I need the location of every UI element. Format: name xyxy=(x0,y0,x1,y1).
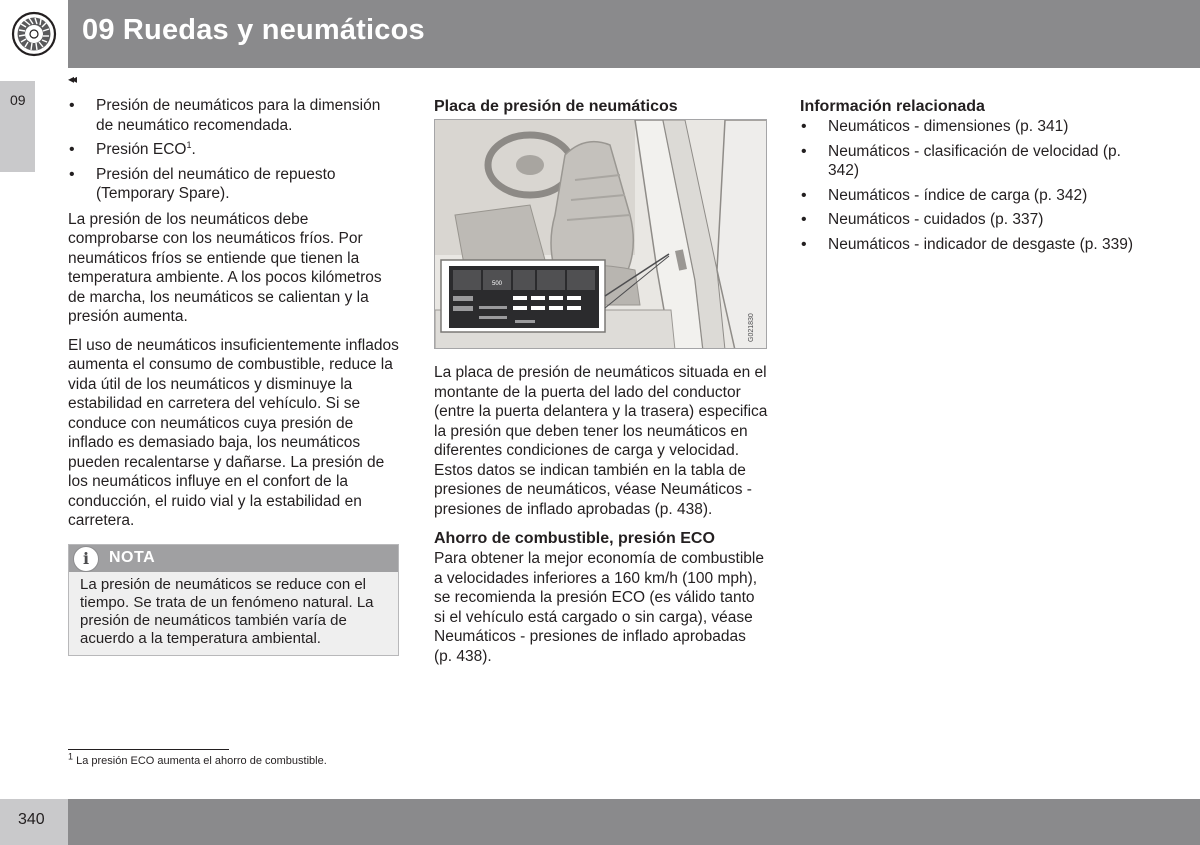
car-door-pillar-drawing xyxy=(435,120,767,349)
list-item-text: Presión ECO xyxy=(96,141,187,158)
page-number: 340 xyxy=(18,811,45,828)
related-link[interactable]: • Neumáticos - cuidados (p. 337) xyxy=(800,210,1135,230)
note-title: NOTA xyxy=(109,549,156,566)
continued-from-previous-page-icon: ◂◂ xyxy=(68,72,75,86)
pressure-types-list xyxy=(68,96,400,204)
chapter-title: 09 Ruedas y neumáticos xyxy=(82,14,425,46)
chapter-tab-label: 09 xyxy=(10,92,26,108)
section-heading-placard: Placa de presión de neumáticos xyxy=(434,98,678,115)
page-number-box xyxy=(0,799,68,845)
list-item-period: . xyxy=(191,141,196,158)
related-link[interactable]: • Neumáticos - dimensiones (p. 341) xyxy=(800,117,1135,137)
note-box xyxy=(68,544,399,656)
eco-paragraph: Para obtener la mejor economía de combustible a velocidades inferiores a 160 km/h (100 mph), se recomienda la presión ECO (es válido tanto si el vehículo está cargado o sin carga), véase Neumáticos - presiones de inflado aprobadas (p. 438). xyxy=(434,550,764,665)
list-item: • Presión del neumático de repuesto (Temporary Spare). xyxy=(68,165,400,204)
middle-column-body xyxy=(434,363,768,675)
related-link[interactable]: • Neumáticos - indicador de desgaste (p. 339) xyxy=(800,235,1135,255)
tire-pressure-placard-illustration xyxy=(434,119,767,349)
footnote-text: La presión ECO aumenta el ahorro de combustible. xyxy=(76,755,327,767)
middle-column xyxy=(434,97,768,117)
figure-code: G021830 xyxy=(748,313,755,342)
chapter-icon-box xyxy=(0,0,68,68)
info-icon: i xyxy=(73,546,99,572)
list-item: • Presión de neumáticos para la dimensión de neumático recomendada. xyxy=(68,96,400,135)
footnote-reference[interactable]: 1 xyxy=(186,139,192,150)
section-heading-eco: Ahorro de combustible, presión ECO xyxy=(434,530,715,547)
footnote-divider xyxy=(68,749,229,750)
footnote-marker: 1 xyxy=(68,751,74,762)
note-header xyxy=(69,545,398,572)
footnote xyxy=(68,751,327,767)
right-column xyxy=(800,97,1135,260)
note-text: La presión de neumáticos se reduce con el tiempo. Se trata de un fenómeno natural. La presión de neumáticos también varía de acuerdo a la temperatura ambiental. xyxy=(80,576,374,647)
related-info-heading: Información relacionada xyxy=(800,98,985,115)
placard-load-label: 500 xyxy=(491,281,503,287)
tire-icon xyxy=(11,11,57,57)
placard-description: La placa de presión de neumáticos situada en el montante de la puerta del lado del conductor (entre la puerta delantera y la trasera) especifica la presión que deben tener los neumáticos en diferentes condiciones de carga y velocidad. Estos datos se indican también en la tabla de presiones de neumáticos, véase Neumáticos - presiones de inflado aprobadas (p. 438). xyxy=(434,364,768,518)
chapter-tab[interactable] xyxy=(0,81,35,172)
related-link[interactable]: • Neumáticos - índice de carga (p. 342) xyxy=(800,186,1135,206)
page-header xyxy=(0,0,1200,68)
cold-tires-paragraph: La presión de los neumáticos debe comprobarse con los neumáticos fríos. Por neumáticos fríos se entiende que tienen la temperatura ambiente. A los pocos kilómetros de marcha, los neumáticos se calientan y la presión aumenta. xyxy=(68,210,382,325)
page-footer xyxy=(0,799,1200,845)
list-item-eco xyxy=(68,140,400,160)
related-links-list xyxy=(800,117,1135,254)
underinflation-paragraph: El uso de neumáticos insuficientemente inflados aumenta el consumo de combustible, reduce la vida útil de los neumáticos y disminuye la estabilidad en carretera del vehículo. Si se conduce con neumáticos cuya presión de inflado es demasiado baja, los neumáticos pueden recalentarse y dañarse. La presión de los neumáticos influye en el confort de la conducción, el ruido vial y la estabilidad en carretera. xyxy=(68,336,399,529)
related-link[interactable]: • Neumáticos - clasificación de velocidad (p. 342) xyxy=(800,142,1135,181)
left-column xyxy=(68,96,400,540)
